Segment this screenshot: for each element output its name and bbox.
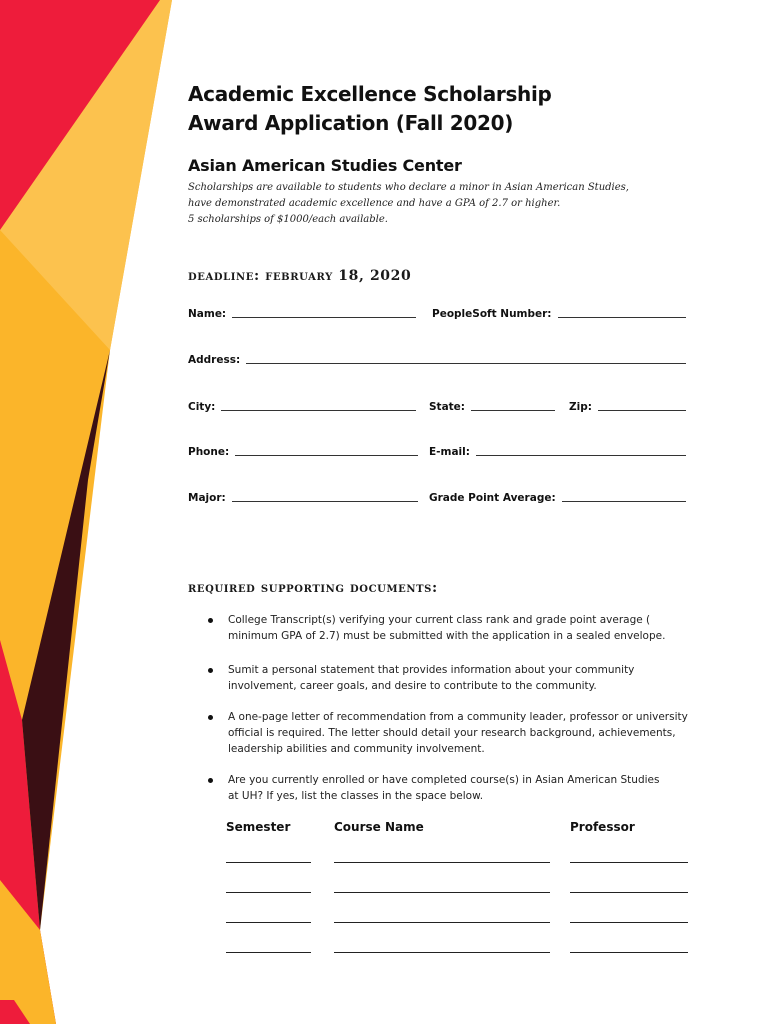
professor-input-line[interactable]	[570, 892, 688, 893]
semester-column-header: Semester	[226, 820, 291, 834]
bullet-icon	[208, 618, 213, 623]
title-line-1: Academic Excellence Scholarship	[188, 82, 552, 106]
bullet-icon	[208, 668, 213, 673]
city-label: City:	[188, 401, 216, 413]
list-item: Sumit a personal statement that provides information about your community involvement, career goals, and desire to contribute to the community.	[188, 662, 728, 694]
course-name-input-line[interactable]	[334, 862, 550, 863]
city-field[interactable]	[188, 401, 416, 413]
semester-input-line[interactable]	[226, 862, 311, 863]
state-field[interactable]	[429, 401, 555, 413]
name-label: Name:	[188, 308, 227, 320]
gpa-label: Grade Point Average:	[429, 492, 556, 504]
zip-input-line[interactable]	[598, 402, 686, 411]
list-item: College Transcript(s) verifying your current class rank and grade point average ( minimum GPA of 2.7) must be submitted with the application in a sealed envelope.	[188, 612, 728, 644]
list-item: Are you currently enrolled or have completed course(s) in Asian American Studies at UH? If yes, list the classes in the space below.	[188, 772, 728, 804]
address-field[interactable]	[188, 354, 686, 366]
professor-input-line[interactable]	[570, 862, 688, 863]
email-input-line[interactable]	[476, 447, 686, 456]
zip-field[interactable]	[569, 401, 686, 413]
description-line-1: Scholarships are available to students who declare a minor in Asian American Studies,	[188, 182, 629, 193]
email-field[interactable]	[429, 446, 686, 458]
phone-input-line[interactable]	[235, 447, 418, 456]
description-line-2: have demonstrated academic excellence and have a GPA of 2.7 or higher.	[188, 198, 561, 209]
semester-input-line[interactable]	[226, 892, 311, 893]
address-input-line[interactable]	[246, 355, 686, 364]
list-item: A one-page letter of recommendation from a community leader, professor or university official is required. The letter should detail your research background, achievements, leadership abilities and community involvement.	[188, 709, 728, 757]
semester-input-line[interactable]	[226, 952, 311, 953]
phone-field[interactable]	[188, 446, 418, 458]
gpa-input-line[interactable]	[562, 493, 686, 502]
course-name-input-line[interactable]	[334, 922, 550, 923]
state-input-line[interactable]	[471, 402, 555, 411]
course-name-input-line[interactable]	[334, 892, 550, 893]
name-field[interactable]	[188, 308, 416, 320]
email-label: E-mail:	[429, 446, 470, 458]
zip-label: Zip:	[569, 401, 592, 413]
state-label: State:	[429, 401, 466, 413]
semester-input-line[interactable]	[226, 922, 311, 923]
peoplesoft-number-field[interactable]	[432, 308, 686, 320]
phone-label: Phone:	[188, 446, 230, 458]
major-input-line[interactable]	[232, 493, 418, 502]
course-name-input-line[interactable]	[334, 952, 550, 953]
course-name-column-header: Course Name	[334, 820, 424, 834]
title-line-2: Award Application (Fall 2020)	[188, 111, 514, 135]
deadline-heading: deadline: february 18, 2020	[188, 268, 412, 284]
gpa-field[interactable]	[429, 492, 686, 504]
major-label: Major:	[188, 492, 226, 504]
description-line-3: 5 scholarships of $1000/each available.	[188, 214, 388, 225]
major-field[interactable]	[188, 492, 418, 504]
peoplesoft-input-line[interactable]	[558, 309, 686, 318]
documents-heading: required supporting documents:	[188, 580, 438, 596]
peoplesoft-label: PeopleSoft Number:	[432, 308, 552, 320]
bullet-icon	[208, 778, 213, 783]
page-title	[188, 80, 708, 138]
city-input-line[interactable]	[221, 402, 416, 411]
bullet-icon	[208, 715, 213, 720]
professor-input-line[interactable]	[570, 952, 688, 953]
professor-input-line[interactable]	[570, 922, 688, 923]
professor-column-header: Professor	[570, 820, 635, 834]
address-label: Address:	[188, 354, 241, 366]
name-input-line[interactable]	[232, 309, 416, 318]
organization-name: Asian American Studies Center	[188, 156, 462, 175]
scholarship-description	[188, 180, 688, 228]
